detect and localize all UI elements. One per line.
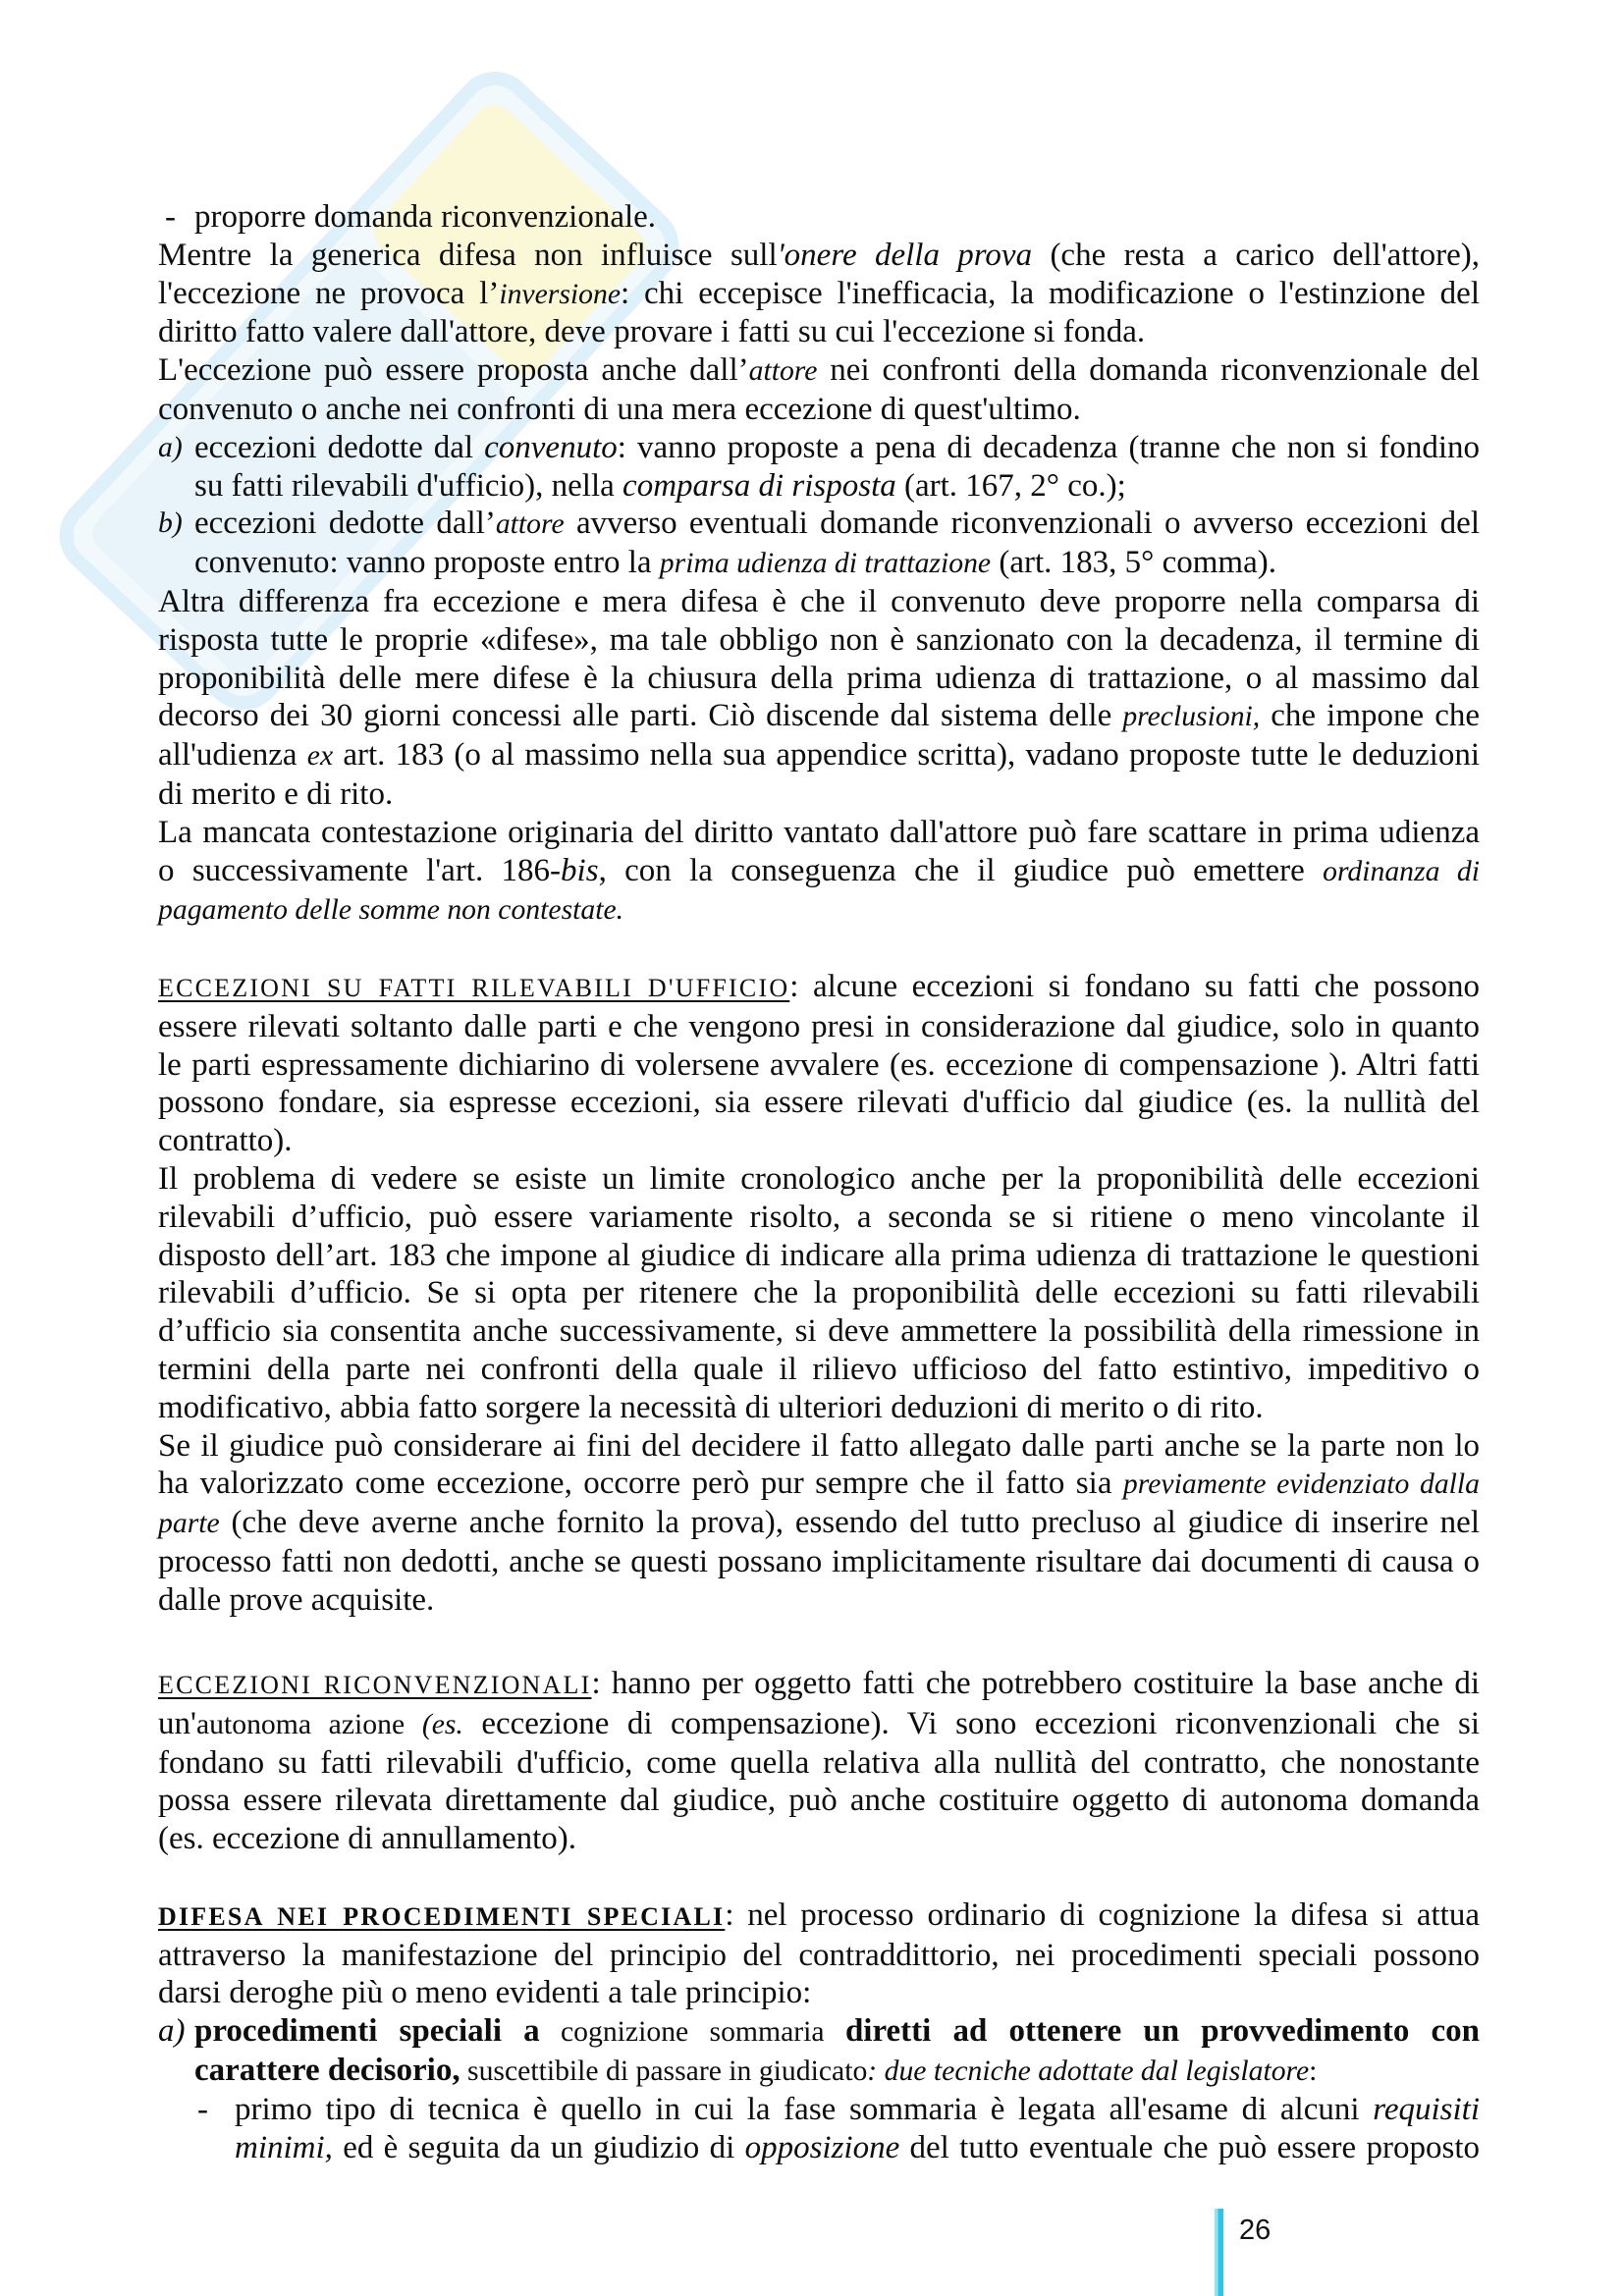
text-line [158, 1122, 1480, 1160]
paragraph [158, 814, 1480, 930]
text-run: primo tipo di tecnica è quello in cui la fase sommaria è legata all'esame di alcuni [235, 2091, 1374, 2127]
text-run: : hanno per oggetto fatti che potrebbero costituire la base anche di [591, 1666, 1480, 1702]
text-run: Il problema di vedere se esiste un limite cronologico anche per la proponibilità delle eccezioni [158, 1160, 1480, 1197]
page-number: 26 [1239, 2215, 1271, 2246]
text-line [158, 1581, 1480, 1620]
text-line [158, 697, 1480, 736]
text-run: attraverso la manifestazione del principio del contraddittorio, nei procedimenti speciali possono [158, 1937, 1480, 1973]
list-item [158, 2091, 1480, 2167]
list-item [158, 2012, 1480, 2091]
text-run: La mancata contestazione originaria del diritto vantato dall'attore può fare scattare in prima udienza [158, 814, 1480, 850]
text-run: eccezioni dedotte dal [194, 429, 485, 465]
text-line [194, 198, 1480, 237]
text-line [158, 852, 1480, 891]
italic-text: ordinanza di [1323, 855, 1480, 887]
text-line [158, 391, 1480, 429]
text-run: essere rilevati soltanto dalle parti e che vengono presi in considerazione dal giudice, solo in quanto [158, 1008, 1480, 1044]
text-run: Mentre la generica difesa non influisce sull [158, 237, 778, 273]
text-run: proporre domanda riconvenzionale. [194, 199, 657, 235]
text-line [158, 237, 1480, 275]
text-line [158, 1465, 1480, 1504]
text-line [158, 1504, 1480, 1543]
text-line [158, 1744, 1480, 1783]
text-run: eccezioni dedotte dall’ [194, 506, 496, 542]
list-item [158, 429, 1480, 506]
italic-text: inversione [499, 278, 621, 310]
italic-text: : due tecniche adottate dal legislatore [867, 2056, 1310, 2088]
italic-text: preclusioni, [1122, 701, 1261, 733]
text-run: (art. 183, 5° comma). [991, 545, 1276, 581]
text-line [194, 2012, 1480, 2052]
text-line [158, 621, 1480, 660]
text-line [194, 505, 1480, 544]
text-run: processo fatti non dedotti, anche se questi possano implicitamente risultare dai documenti di causa o [158, 1543, 1480, 1579]
text-run: un' [158, 1705, 196, 1741]
section-heading: ECCEZIONI RICONVENZIONALI [158, 1671, 592, 1700]
list-marker: a) [158, 431, 183, 463]
text-line [158, 736, 1480, 775]
page-number-bar [1215, 2209, 1223, 2296]
text-run: autonoma azione [195, 1708, 422, 1740]
text-run: su fatti rilevabili d'ufficio), nella [194, 467, 623, 504]
text-run: proponibilità delle mere difese è la chiusura della prima udienza di trattazione, o al massimo dal [158, 660, 1480, 696]
text-line [194, 544, 1480, 583]
italic-text: attore [748, 355, 818, 388]
italic-text: comparsa di risposta [622, 467, 896, 504]
text-run: risposta tutte le proprie «difese», ma tale obbligo non è sanzionato con la decadenza, il termine di [158, 621, 1480, 658]
document-body [158, 198, 1480, 2166]
text-run: di merito e di rito. [158, 775, 394, 812]
text-section [158, 1665, 1480, 1858]
paragraph [158, 1896, 1480, 2012]
italic-text: minimi, [235, 2129, 333, 2165]
text-line [158, 1543, 1480, 1581]
text-run: cognizione sommaria [539, 2016, 845, 2049]
italic-text: attore [495, 508, 565, 541]
text-run: o successivamente l'art. 186- [158, 852, 562, 888]
text-line [158, 775, 1480, 814]
italic-text: ex [306, 740, 334, 773]
text-run: rilevabili d’ufficio, può essere variamente risolto, a seconda se si ritiene o meno vincolante il [158, 1199, 1480, 1235]
text-line [158, 1427, 1480, 1466]
text-line [158, 1199, 1480, 1237]
list-item [158, 505, 1480, 583]
bullet-dash: - [197, 2091, 208, 2127]
italic-text: bis [561, 852, 599, 888]
text-line [158, 1820, 1480, 1858]
text-run: contratto). [158, 1123, 293, 1159]
text-line [158, 814, 1480, 852]
italic-text: (es. [421, 1708, 463, 1740]
text-run: suscettibile di passare in giudicato [460, 2056, 868, 2088]
text-line [158, 1665, 1480, 1705]
text-line [235, 2091, 1480, 2129]
paragraph [158, 1160, 1480, 1427]
text-run: diritto fatto valere dall'attore, deve provare i fatti su cui l'eccezione si fonda. [158, 314, 1146, 350]
text-run: (es. eccezione di annullamento). [158, 1821, 577, 1857]
text-run: possa essere rilevata direttamente dal giudice, può anche costituire oggetto di autonoma domanda [158, 1783, 1480, 1819]
text-run: darsi deroghe più o meno evidenti a tale principio: [158, 1975, 812, 2011]
text-run: : vanno proposte a pena di decadenza (tranne che non si fondino [617, 429, 1480, 465]
text-line [194, 2052, 1480, 2091]
text-section [158, 1896, 1480, 2167]
text-run: (che deve averne anche fornito la prova), essendo del tutto precluso al giudice di inserire nel [219, 1505, 1480, 1541]
text-run: possono fondare, sia espresse eccezioni, sia essere rilevati d'ufficio dal giudice (es. la nullità del [158, 1085, 1480, 1121]
italic-text: parte [158, 1508, 220, 1540]
italic-text: prima udienza di trattazione [659, 548, 992, 580]
italic-text: pagamento delle somme non contestate. [158, 894, 624, 927]
section-heading: DIFESA NEI PROCEDIMENTI SPECIALI [158, 1901, 726, 1931]
text-run: art. 183 (o al massimo nella sua appendice scritta), vadano proposte tutte le deduzioni [333, 737, 1480, 774]
paragraph [158, 1665, 1480, 1858]
text-run: d’ufficio sia consentita anche successivamente, si deve ammettere la possibilità della rimessione in [158, 1313, 1480, 1350]
text-run: fondano su fatti rilevabili d'ufficio, come quella relativa alla nullità del contratto, che nonostante [158, 1744, 1480, 1781]
text-section [158, 968, 1480, 1620]
italic-text: previamente evidenziato dalla [1122, 1468, 1481, 1501]
text-line [158, 275, 1480, 314]
italic-text: convenuto [484, 429, 618, 465]
text-run: , con la conseguenza che il giudice può emettere [598, 852, 1324, 888]
text-run: : alcune eccezioni si fondano su fatti che possono [789, 968, 1480, 1004]
text-line [158, 1974, 1480, 2012]
section-heading: ECCEZIONI SU FATTI RILEVABILI D'UFFICIO [158, 973, 790, 1002]
text-section [158, 198, 1480, 930]
text-line [158, 313, 1480, 351]
bullet-dash: - [165, 199, 176, 235]
text-run: nei confronti della domanda riconvenzionale del [817, 352, 1480, 389]
paragraph [158, 968, 1480, 1160]
text-line [158, 968, 1480, 1008]
text-line [158, 1084, 1480, 1122]
text-run: avverso eventuali domande riconvenzionali o avverso eccezioni del [564, 506, 1480, 542]
text-run: : chi eccepisce l'inefficacia, la modificazione o l'estinzione del [621, 275, 1480, 311]
text-run: convenuto: vanno proposte entro la [194, 545, 660, 581]
bold-text: carattere decisorio, [194, 2053, 460, 2089]
text-line [158, 1389, 1480, 1427]
text-run: l'eccezione ne provoca l’ [158, 275, 500, 311]
text-line [158, 1351, 1480, 1389]
text-run: all'udienza [158, 737, 307, 774]
text-line [158, 1274, 1480, 1312]
text-line [158, 583, 1480, 621]
text-run: convenuto o anche nei confronti di una mera eccezione di quest'ultimo. [158, 391, 1081, 427]
text-run: termini della parte nei confronti della quale il rilievo ufficioso del fatto estintivo, impeditivo o [158, 1351, 1480, 1387]
text-run: ed è seguita da un giudizio di [332, 2129, 745, 2165]
text-run: che impone che [1260, 698, 1480, 734]
text-run: L'eccezione può essere proposta anche dall’ [158, 352, 749, 389]
text-line [158, 1937, 1480, 1975]
text-line [158, 1896, 1480, 1937]
text-run: (che resta a carico dell'attore), [1032, 237, 1480, 273]
text-line [235, 2129, 1480, 2167]
text-line [158, 1705, 1480, 1744]
text-line [158, 1008, 1480, 1046]
text-run: Altra differenza fra eccezione e mera difesa è che il convenuto deve proporre nella comparsa di [158, 583, 1480, 619]
text-line [158, 1160, 1480, 1199]
list-item [158, 198, 1480, 237]
text-line [158, 1312, 1480, 1351]
list-marker: b) [158, 507, 183, 540]
text-line [158, 660, 1480, 698]
text-line [194, 429, 1480, 467]
bold-text: diretti ad ottenere un provvedimento con [844, 2013, 1480, 2050]
paragraph [158, 583, 1480, 814]
text-line [158, 1046, 1480, 1085]
italic-text: opposizione [744, 2129, 900, 2165]
bold-text: procedimenti speciali a [194, 2013, 540, 2050]
text-run: rilevabili d’ufficio. Se si opta per ritenere che la proponibilità delle eccezioni su fatti rilevabili [158, 1275, 1480, 1311]
text-run: modificativo, abbia fatto sorgere la necessità di ulteriori deduzioni di merito o di rito. [158, 1389, 1264, 1425]
text-line [194, 467, 1480, 506]
text-line [158, 1237, 1480, 1275]
text-run: (art. 167, 2° co.); [895, 467, 1126, 504]
paragraph [158, 351, 1480, 429]
text-run: decorso dei 30 giorni concessi alle parti. Ciò discende dal sistema delle [158, 698, 1123, 734]
text-run: le parti espressamente dichiarino di volersene avvalere (es. eccezione di compensazione ). Altri fatti [158, 1046, 1480, 1083]
paragraph [158, 1427, 1480, 1620]
text-line [158, 351, 1480, 391]
text-run: : [1309, 2056, 1318, 2088]
list-marker: a) [158, 2013, 186, 2050]
text-run: : nel processo ordinario di cognizione la difesa si attua [725, 1896, 1480, 1933]
text-run: Se il giudice può considerare ai fini del decidere il fatto allegato dalle parti anche se la parte non lo [158, 1427, 1480, 1464]
text-line [158, 1782, 1480, 1820]
text-line [158, 890, 1480, 930]
text-run: disposto dell’art. 183 che impone al giudice di indicare alla prima udienza di trattazione le questioni [158, 1237, 1480, 1273]
paragraph [158, 237, 1480, 351]
italic-text: requisiti [1373, 2091, 1480, 2127]
italic-text: 'onere della prova [777, 237, 1033, 273]
text-run: dalle prove acquisite. [158, 1581, 435, 1618]
text-run: eccezione di compensazione). Vi sono eccezioni riconvenzionali che si [462, 1705, 1480, 1741]
text-run: del tutto eventuale che può essere proposto [899, 2129, 1480, 2165]
text-run: ha valorizzato come eccezione, occorre però pur sempre che il fatto sia [158, 1466, 1123, 1502]
